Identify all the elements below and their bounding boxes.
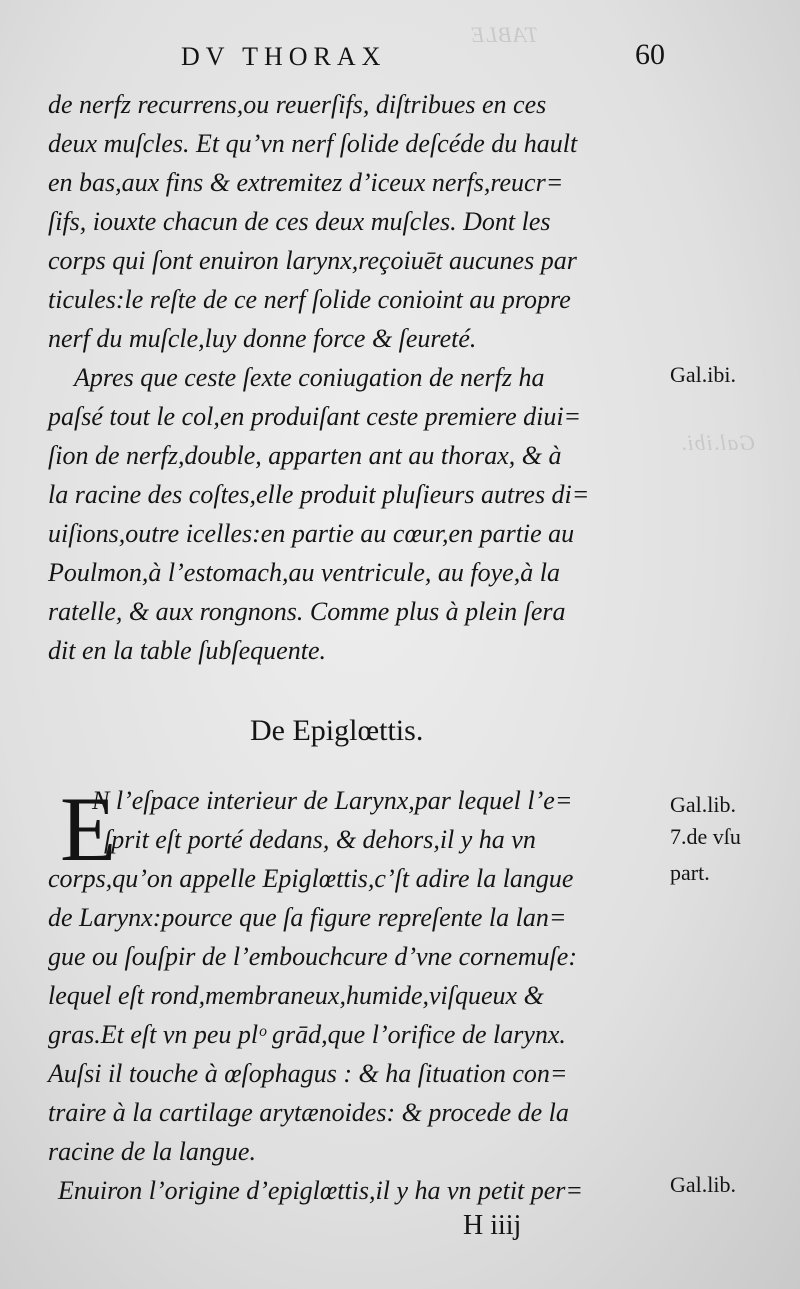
text-line: ſion de nerfz,double, apparten ant au thorax, & à xyxy=(48,441,562,470)
text-line: traire à la cartilage arytænoides: & procede de la xyxy=(48,1098,569,1127)
text-line: la racine des coſtes,elle produit pluſieurs autres di= xyxy=(48,480,590,509)
text-line: ratelle, & aux rongnons. Comme plus à plein ſera xyxy=(48,597,566,626)
text-line: de Larynx:pource que ſa figure repreſente la lan= xyxy=(48,903,567,932)
text-line: Auſsi il touche à œſophagus : & ha ſituation con= xyxy=(48,1059,568,1088)
page-number: 60 xyxy=(635,38,665,71)
text-line: ticules:le reſte de ce nerf ſolide conioint au propre xyxy=(48,285,571,314)
text-line: paſsé tout le col,en produiſant ceste premiere diui= xyxy=(48,402,582,431)
text-line: de nerfz recurrens,ou reuerſifs, diſtribues en ces xyxy=(48,90,547,119)
text-line: Apres que ceste ſexte coniugation de nerfz ha xyxy=(74,363,545,392)
text-line: lequel eſt rond,membraneux,humide,viſqueux & xyxy=(48,981,544,1010)
text-line: corps qui ſont enuiron larynx,reçoiuēt aucunes par xyxy=(48,246,577,275)
margin-note: Gal.lib. xyxy=(670,1172,736,1197)
text-line: dit en la table ſubſequente. xyxy=(48,636,326,665)
text-line: ſifs, iouxte chacun de ces deux muſcles. Dont les xyxy=(48,207,551,236)
text-line: corps,qu’on appelle Epiglœttis,c’ſt adire la langue xyxy=(48,864,574,893)
page-header xyxy=(165,38,665,78)
text-line: Poulmon,à l’estomach,au ventricule, au foye,à la xyxy=(48,558,560,587)
margin-note: Gal.lib. xyxy=(670,792,736,817)
bleed-through-note: Gal.ibi. xyxy=(680,430,756,455)
margin-note: part. xyxy=(670,860,710,885)
text-line: nerf du muſcle,luy donne force & ſeureté. xyxy=(48,324,477,353)
text-line: racine de la langue. xyxy=(48,1137,256,1166)
bleed-through-head: TABLE xyxy=(470,22,539,47)
margin-note: Gal.ibi. xyxy=(670,362,736,387)
margin-note: 7.de vſu xyxy=(670,824,741,849)
section-heading: De Epiglœttis. xyxy=(250,714,424,747)
running-head: DV THORAX xyxy=(181,42,387,71)
text-line: gue ou ſouſpir de l’embouchcure d’vne cornemuſe: xyxy=(48,942,577,971)
text-line: deux muſcles. Et qu’vn nerf ſolide deſcéde du hault xyxy=(48,129,578,158)
text-line: uiſions,outre icelles:en partie au cœur,en partie au xyxy=(48,519,575,548)
text-line: en bas,aux fins & extremitez d’iceux nerfs,reucr= xyxy=(48,168,564,197)
catchword: H iiij xyxy=(463,1210,522,1241)
drop-cap: E xyxy=(60,778,117,880)
text-line: N l’eſpace interieur de Larynx,par lequel l’e= xyxy=(92,786,573,815)
text-line: Enuiron l’origine d’epiglœttis,il y ha vn petit per= xyxy=(58,1176,583,1205)
text-line: ſprit eſt porté dedans, & dehors,il y ha vn xyxy=(104,825,536,854)
text-line: gras.Et eſt vn peu plᵒ grād,que l’orifice de larynx. xyxy=(48,1020,566,1049)
